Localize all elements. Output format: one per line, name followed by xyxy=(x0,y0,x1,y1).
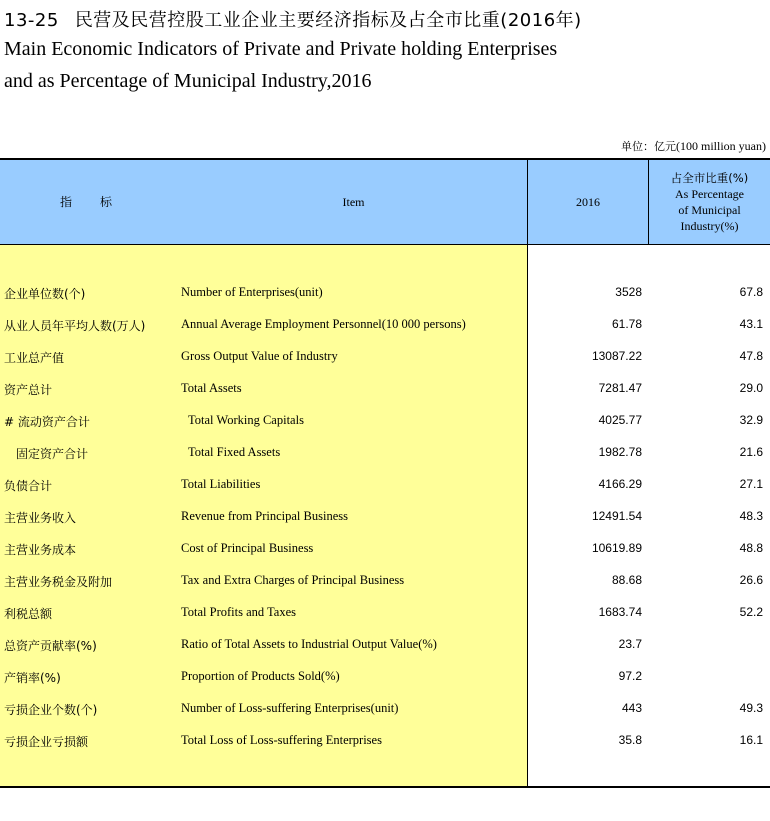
row-value-percentage: 27.1 xyxy=(739,477,763,491)
row-value-percentage: 21.6 xyxy=(739,445,763,459)
table-row xyxy=(0,693,770,725)
row-label-cn: 固定资产合计 xyxy=(4,447,89,461)
header-year: 2016 xyxy=(576,195,600,209)
row-label-cn: 主营业务成本 xyxy=(4,543,77,557)
row-value-2016: 97.2 xyxy=(618,669,642,683)
row-label-en: Cost of Principal Business xyxy=(181,541,314,555)
row-value-2016: 4025.77 xyxy=(598,413,642,427)
row-label-cn: 从业人员年平均人数(万人) xyxy=(4,319,146,333)
row-label-cn: 主营业务税金及附加 xyxy=(4,575,113,589)
header-pct-en-3: Industry(%) xyxy=(680,219,739,233)
row-label-en: Proportion of Products Sold(%) xyxy=(181,669,340,683)
row-value-percentage: 32.9 xyxy=(739,413,763,427)
row-label-en: Total Working Capitals xyxy=(188,413,304,427)
table-row xyxy=(0,469,770,501)
title-cn-text: 民营及民营控股工业企业主要经济指标及占全市比重(2016年) xyxy=(74,10,582,31)
data-table xyxy=(0,158,770,788)
row-value-2016: 1982.78 xyxy=(598,445,642,459)
row-label-en: Tax and Extra Charges of Principal Business xyxy=(181,573,405,587)
row-label-cn: 亏损企业个数(个) xyxy=(4,703,98,717)
row-value-percentage: 16.1 xyxy=(739,733,763,747)
row-value-2016: 7281.47 xyxy=(598,381,642,395)
row-label-en: Total Loss of Loss-suffering Enterprises xyxy=(181,733,382,747)
row-label-cn: 产销率(%) xyxy=(4,671,61,685)
table-row xyxy=(0,437,770,469)
row-label-cn: 工业总产值 xyxy=(4,351,65,365)
row-value-percentage: 52.2 xyxy=(739,605,763,619)
header-pct-cn: 占全市比重(%) xyxy=(670,171,749,185)
row-label-cn: 主营业务收入 xyxy=(4,511,77,525)
row-value-percentage: 48.8 xyxy=(739,541,763,555)
row-label-cn: 亏损企业亏损额 xyxy=(4,735,89,749)
row-value-percentage: 49.3 xyxy=(739,701,763,715)
table-title-cn xyxy=(4,6,582,32)
header-indicator-cn: 指 标 xyxy=(59,195,120,209)
title-en-line1: Main Economic Indicators of Private and Private holding Enterprises xyxy=(4,38,558,60)
row-label-en: Revenue from Principal Business xyxy=(181,509,348,523)
unit-cn: 单位：亿元 xyxy=(621,140,676,153)
row-value-2016: 35.8 xyxy=(618,733,642,747)
row-label-cn: 负债合计 xyxy=(4,479,53,493)
row-value-percentage: 29.0 xyxy=(739,381,763,395)
row-value-percentage: 67.8 xyxy=(739,285,763,299)
table-row xyxy=(0,405,770,437)
row-value-2016: 443 xyxy=(621,701,642,715)
row-label-en: Annual Average Employment Personnel(10 000 persons) xyxy=(181,317,466,331)
row-label-en: Number of Loss-suffering Enterprises(unit) xyxy=(181,701,399,715)
title-en-line2: and as Percentage of Municipal Industry,2016 xyxy=(4,70,372,92)
row-value-2016: 61.78 xyxy=(611,317,642,331)
table-row xyxy=(0,373,770,405)
row-value-percentage: 26.6 xyxy=(739,573,763,587)
table-row xyxy=(0,597,770,629)
row-label-en: Total Assets xyxy=(181,381,242,395)
row-value-percentage: 47.8 xyxy=(739,349,763,363)
table-bottom-rule xyxy=(0,786,770,788)
row-label-en: Total Fixed Assets xyxy=(188,445,281,459)
row-label-en: Number of Enterprises(unit) xyxy=(181,285,323,299)
table-row xyxy=(0,309,770,341)
row-value-percentage: 43.1 xyxy=(739,317,763,331)
table-number: 13-25 xyxy=(4,10,59,31)
table-row xyxy=(0,341,770,373)
row-label-cn: 利税总额 xyxy=(4,607,53,621)
table-row xyxy=(0,661,770,693)
row-value-2016: 12491.54 xyxy=(591,509,642,523)
table-row xyxy=(0,501,770,533)
row-value-2016: 4166.29 xyxy=(598,477,642,491)
row-label-en: Total Liabilities xyxy=(181,477,261,491)
row-value-2016: 1683.74 xyxy=(598,605,642,619)
row-value-2016: 13087.22 xyxy=(591,349,642,363)
row-label-cn: # 流动资产合计 xyxy=(4,415,90,429)
row-label-cn: 资产总计 xyxy=(4,383,53,397)
unit-label xyxy=(621,138,766,154)
row-value-2016: 88.68 xyxy=(611,573,642,587)
table-row xyxy=(0,565,770,597)
row-label-en: Ratio of Total Assets to Industrial Output Value(%) xyxy=(181,637,437,651)
row-value-2016: 10619.89 xyxy=(591,541,642,555)
unit-en: (100 million yuan) xyxy=(676,139,766,153)
table-row xyxy=(0,533,770,565)
header-percentage xyxy=(649,160,770,244)
table-row xyxy=(0,629,770,661)
row-label-en: Gross Output Value of Industry xyxy=(181,349,338,363)
header-item-en: Item xyxy=(342,195,365,209)
row-value-percentage: 48.3 xyxy=(739,509,763,523)
header-pct-en-2: of Municipal xyxy=(678,203,741,217)
row-value-2016: 3528 xyxy=(615,285,642,299)
row-label-cn: 总资产贡献率(%) xyxy=(4,639,97,653)
table-row xyxy=(0,725,770,757)
row-value-2016: 23.7 xyxy=(618,637,642,651)
header-bottom-rule xyxy=(0,244,770,245)
header-pct-en-1: As Percentage xyxy=(675,187,744,201)
row-label-cn: 企业单位数(个) xyxy=(4,287,86,301)
row-label-en: Total Profits and Taxes xyxy=(181,605,297,619)
table-row xyxy=(0,277,770,309)
